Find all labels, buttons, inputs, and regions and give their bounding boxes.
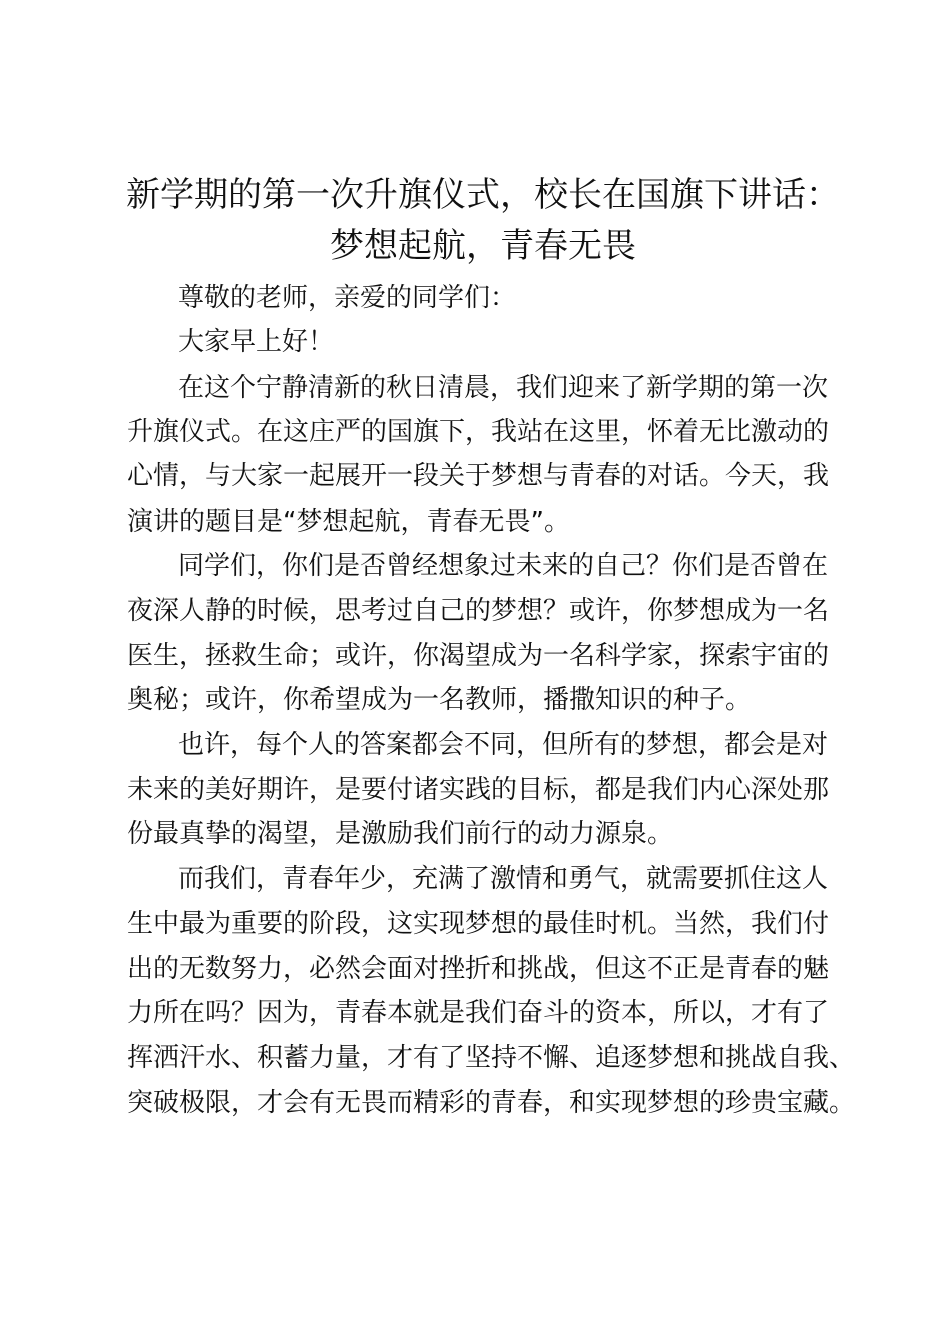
paragraph-2-line: 奥秘；或许，你希望成为一名教师，播撒知识的种子。 bbox=[127, 685, 752, 715]
paragraph-3-line: 也许，每个人的答案都会不同，但所有的梦想，都会是对 bbox=[178, 730, 829, 760]
paragraph-4-line: 而我们，青春年少，充满了激情和勇气，就需要抓住这人 bbox=[178, 864, 829, 894]
paragraph-1-line: 演讲的题目是“梦想起航，青春无畏”。 bbox=[127, 507, 570, 537]
paragraph-3-line: 份最真挚的渴望，是激励我们前行的动力源泉。 bbox=[127, 819, 674, 849]
paragraph-1-line: 升旗仪式。在这庄严的国旗下，我站在这里，怀着无比激动的 bbox=[127, 417, 830, 447]
document-title-line-2: 梦想起航，青春无畏 bbox=[330, 226, 636, 266]
paragraph-1-line: 在这个宁静清新的秋日清晨，我们迎来了新学期的第一次 bbox=[178, 373, 829, 403]
document-title-line-1: 新学期的第一次升旗仪式，校长在国旗下讲话： bbox=[126, 175, 840, 215]
greeting: 大家早上好！ bbox=[178, 327, 335, 357]
paragraph-4-line: 力所在吗？因为，青春本就是我们奋斗的资本，所以，才有了 bbox=[127, 998, 830, 1028]
paragraph-4-line: 挥洒汗水、积蓄力量，才有了坚持不懈、追逐梦想和挑战自我、 bbox=[127, 1043, 856, 1073]
paragraph-4-line: 生中最为重要的阶段，这实现梦想的最佳时机。当然，我们付 bbox=[127, 909, 830, 939]
salutation: 尊敬的老师，亲爱的同学们： bbox=[178, 283, 517, 313]
paragraph-4-line: 突破极限，才会有无畏而精彩的青春，和实现梦想的珍贵宝藏。 bbox=[127, 1088, 856, 1118]
paragraph-1-line: 心情，与大家一起展开一段关于梦想与青春的对话。今天，我 bbox=[127, 461, 830, 491]
paragraph-2-line: 夜深人静的时候，思考过自己的梦想？或许，你梦想成为一名 bbox=[127, 596, 830, 626]
paragraph-4-line: 出的无数努力，必然会面对挫折和挑战，但这不正是青春的魅 bbox=[127, 954, 830, 984]
paragraph-2-line: 同学们，你们是否曾经想象过未来的自己？你们是否曾在 bbox=[178, 551, 829, 581]
paragraph-3-line: 未来的美好期许，是要付诸实践的目标，都是我们内心深处那 bbox=[127, 775, 830, 805]
paragraph-2-line: 医生，拯救生命；或许，你渴望成为一名科学家，探索宇宙的 bbox=[127, 641, 830, 671]
